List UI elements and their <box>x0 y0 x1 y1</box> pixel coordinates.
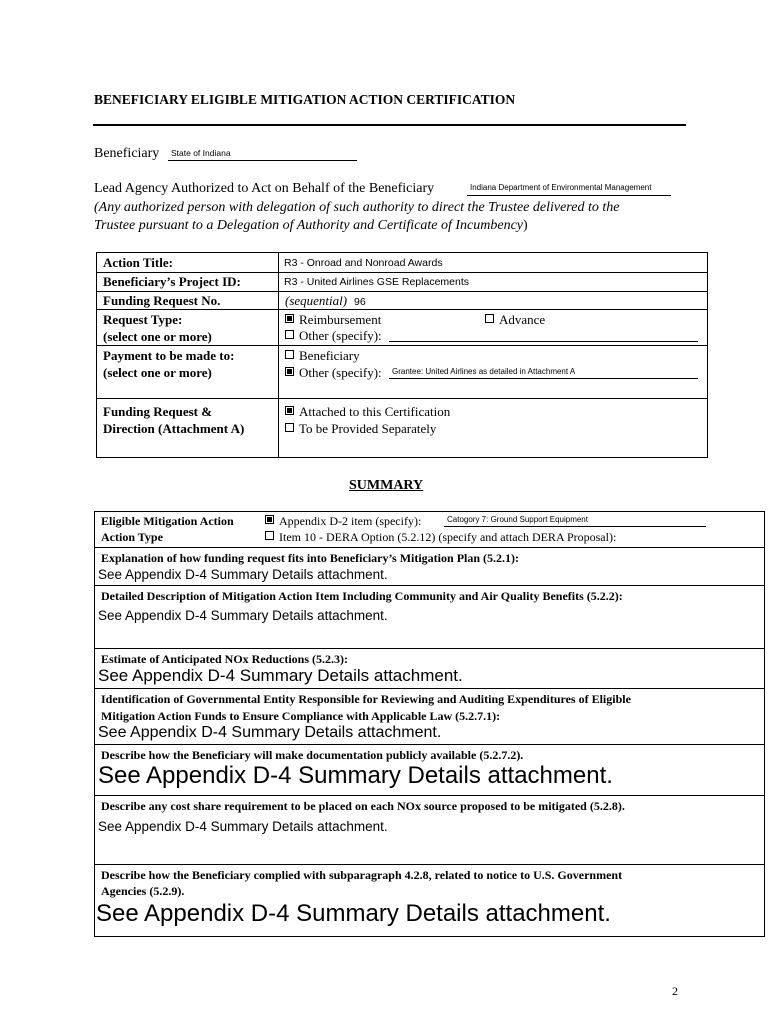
appendix-d2-field[interactable] <box>444 515 706 527</box>
beneficiary-label: Beneficiary <box>94 146 160 161</box>
page-number: 2 <box>672 984 678 998</box>
request-other-checkbox[interactable] <box>285 330 294 339</box>
nox-estimate-question: Estimate of Anticipated NOx Reductions (5.2.3): <box>101 652 348 666</box>
lead-agency-field[interactable] <box>467 182 671 196</box>
reimbursement-option[interactable]: Reimbursement <box>285 312 381 328</box>
project-id-label: Beneficiary’s Project ID: <box>103 274 241 289</box>
payment-other-checkbox[interactable] <box>285 367 294 376</box>
payment-other-option[interactable]: Other (specify): <box>285 365 382 381</box>
ema-label: Eligible Mitigation Action <box>101 514 234 528</box>
public-documentation-question: Describe how the Beneficiary will make documentation publicly available (5.2.7.2). <box>101 748 524 762</box>
description-question: Detailed Description of Mitigation Action Item Including Community and Air Quality Benefits (5.2.2): <box>101 589 623 603</box>
appendix-d2-checkbox[interactable] <box>265 515 274 524</box>
payment-other-field[interactable] <box>389 367 698 379</box>
summary-heading: SUMMARY <box>349 478 424 493</box>
project-id-value: R3 - United Airlines GSE Replacements <box>284 276 469 288</box>
lead-agency-value: Indiana Department of Environmental Management <box>470 183 652 192</box>
governmental-entity-answer: See Appendix D-4 Summary Details attachment. <box>98 724 442 741</box>
advance-checkbox[interactable] <box>485 314 494 323</box>
request-type-sublabel: (select one or more) <box>103 329 212 344</box>
notice-compliance-question-line2: Agencies (5.2.9). <box>101 884 185 898</box>
appendix-d2-option[interactable]: Appendix D-2 item (specify): <box>265 514 421 529</box>
provided-separately-checkbox[interactable] <box>285 423 294 432</box>
table-divider <box>278 252 279 458</box>
notice-compliance-answer: See Appendix D-4 Summary Details attachment. <box>96 900 611 927</box>
action-type-label: Action Type <box>101 530 163 544</box>
funding-request-no-label: Funding Request No. <box>103 293 221 308</box>
reimbursement-checkbox[interactable] <box>285 314 294 323</box>
payment-sublabel: (select one or more) <box>103 365 212 380</box>
beneficiary-value: State of Indiana <box>171 148 231 158</box>
beneficiary-field[interactable] <box>168 147 357 161</box>
authority-note-line2: Trustee pursuant to a Delegation of Authority and Certificate of Incumbency) <box>94 218 528 233</box>
payment-label: Payment to be made to: <box>103 348 235 363</box>
action-title-label: Action Title: <box>103 255 173 270</box>
cost-share-answer: See Appendix D-4 Summary Details attachment. <box>98 819 388 834</box>
funding-direction-label: Funding Request & <box>103 404 213 419</box>
authority-note-line1: (Any authorized person with delegation of such authority to direct the Trustee delivered to the <box>94 200 620 215</box>
attached-option[interactable]: Attached to this Certification <box>285 404 450 420</box>
governmental-entity-question-line1: Identification of Governmental Entity Responsible for Reviewing and Auditing Expenditures of Eligible <box>101 692 631 706</box>
request-type-label: Request Type: <box>103 312 183 327</box>
notice-compliance-question-line1: Describe how the Beneficiary complied with subparagraph 4.2.8, related to notice to U.S. Government <box>101 868 623 882</box>
action-title-value: R3 - Onroad and Nonroad Awards <box>284 257 443 269</box>
mitigation-plan-question: Explanation of how funding request fits into Beneficiary’s Mitigation Plan (5.2.1): <box>101 551 520 565</box>
attached-checkbox[interactable] <box>285 406 294 415</box>
provided-separately-option[interactable]: To be Provided Separately <box>285 421 436 437</box>
description-answer: See Appendix D-4 Summary Details attachment. <box>98 608 388 623</box>
cost-share-question: Describe any cost share requirement to be placed on each NOx source proposed to be mitigated (5.2.8). <box>101 799 625 813</box>
public-documentation-answer: See Appendix D-4 Summary Details attachment. <box>98 762 613 789</box>
request-other-option[interactable]: Other (specify): <box>285 328 382 344</box>
request-other-field[interactable] <box>389 330 698 342</box>
page-title: BENEFICIARY ELIGIBLE MITIGATION ACTION CERTIFICATION <box>94 92 516 107</box>
nox-estimate-answer: See Appendix D-4 Summary Details attachment. <box>98 666 463 685</box>
advance-option[interactable]: Advance <box>485 312 545 328</box>
payment-beneficiary-checkbox[interactable] <box>285 350 294 359</box>
lead-agency-label: Lead Agency Authorized to Act on Behalf of the Beneficiary <box>94 181 435 196</box>
funding-request-no-hint: (sequential) <box>285 293 348 308</box>
mitigation-plan-answer: See Appendix D-4 Summary Details attachment. <box>98 567 388 582</box>
payment-beneficiary-option[interactable]: Beneficiary <box>285 348 360 364</box>
governmental-entity-question-line2: Mitigation Action Funds to Ensure Compliance with Applicable Law (5.2.7.1): <box>101 709 501 723</box>
item10-checkbox[interactable] <box>265 531 274 540</box>
funding-request-no-value: 96 <box>354 296 366 308</box>
payment-other-value: Grantee: United Airlines as detailed in Attachment A <box>392 367 576 376</box>
title-rule <box>93 124 686 126</box>
appendix-d2-value: Catogory 7: Ground Support Equipment <box>447 515 588 524</box>
funding-direction-sublabel: Direction (Attachment A) <box>103 421 245 436</box>
item10-option[interactable]: Item 10 - DERA Option (5.2.12) (specify and attach DERA Proposal): <box>265 530 616 545</box>
